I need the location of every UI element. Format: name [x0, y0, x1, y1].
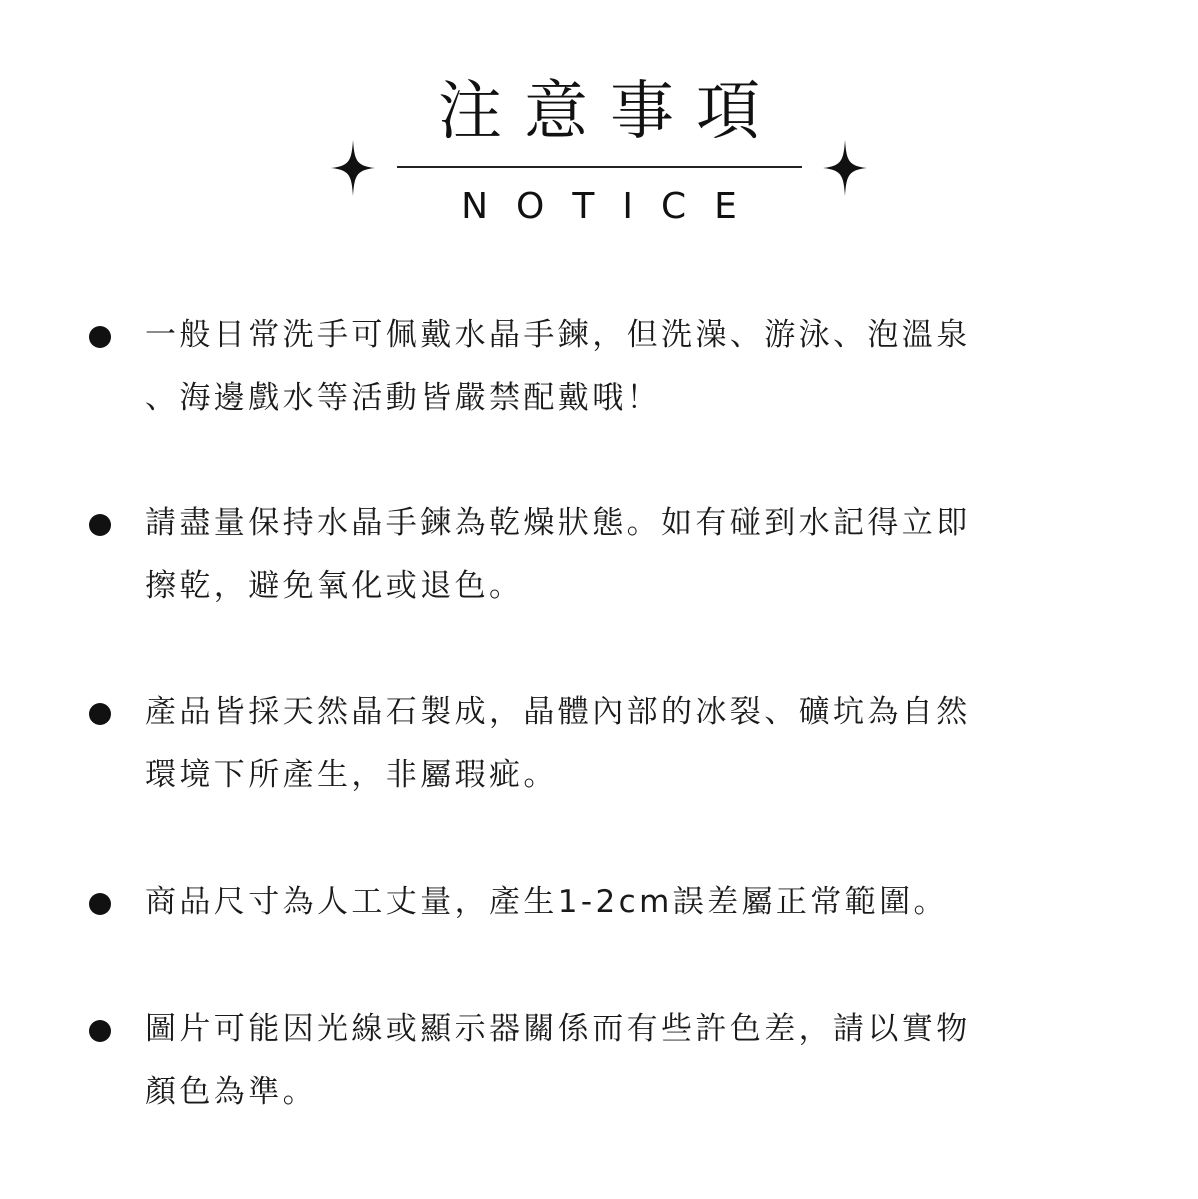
notice-text [145, 304, 1120, 430]
notice-text [145, 681, 1120, 807]
page-title-english: NOTICE [461, 186, 765, 227]
bullet-dot-icon [89, 893, 111, 915]
notice-text [145, 871, 1120, 934]
notice-line: 一般日常洗手可佩戴水晶手鍊，但洗澡、游泳、泡溫泉 [145, 317, 971, 353]
bullet-dot-icon [89, 1020, 111, 1042]
notice-line: 環境下所產生，非屬瑕疵。 [145, 757, 558, 793]
notice-line: 顏色為準。 [145, 1074, 317, 1110]
notice-text [145, 998, 1120, 1124]
notice-line: 圖片可能因光線或顯示器關係而有些許色差，請以實物 [145, 1011, 971, 1047]
notice-line: 商品尺寸為人工丈量，產生1-2cm誤差屬正常範圍。 [145, 884, 948, 920]
notice-line: 擦乾，避免氧化或退色。 [145, 568, 524, 604]
notice-line: 產品皆採天然晶石製成，晶體內部的冰裂、礦坑為自然 [145, 694, 971, 730]
bullet-dot-icon [89, 326, 111, 348]
bullet-dot-icon [89, 514, 111, 536]
bullet-dot-icon [89, 703, 111, 725]
page-title-chinese: 注意事項 [438, 75, 782, 149]
notice-line: 請盡量保持水晶手鍊為乾燥狀態。如有碰到水記得立即 [145, 505, 971, 541]
notice-text [145, 492, 1120, 618]
notice-line: 、海邊戲水等活動皆嚴禁配戴哦！ [145, 380, 661, 416]
